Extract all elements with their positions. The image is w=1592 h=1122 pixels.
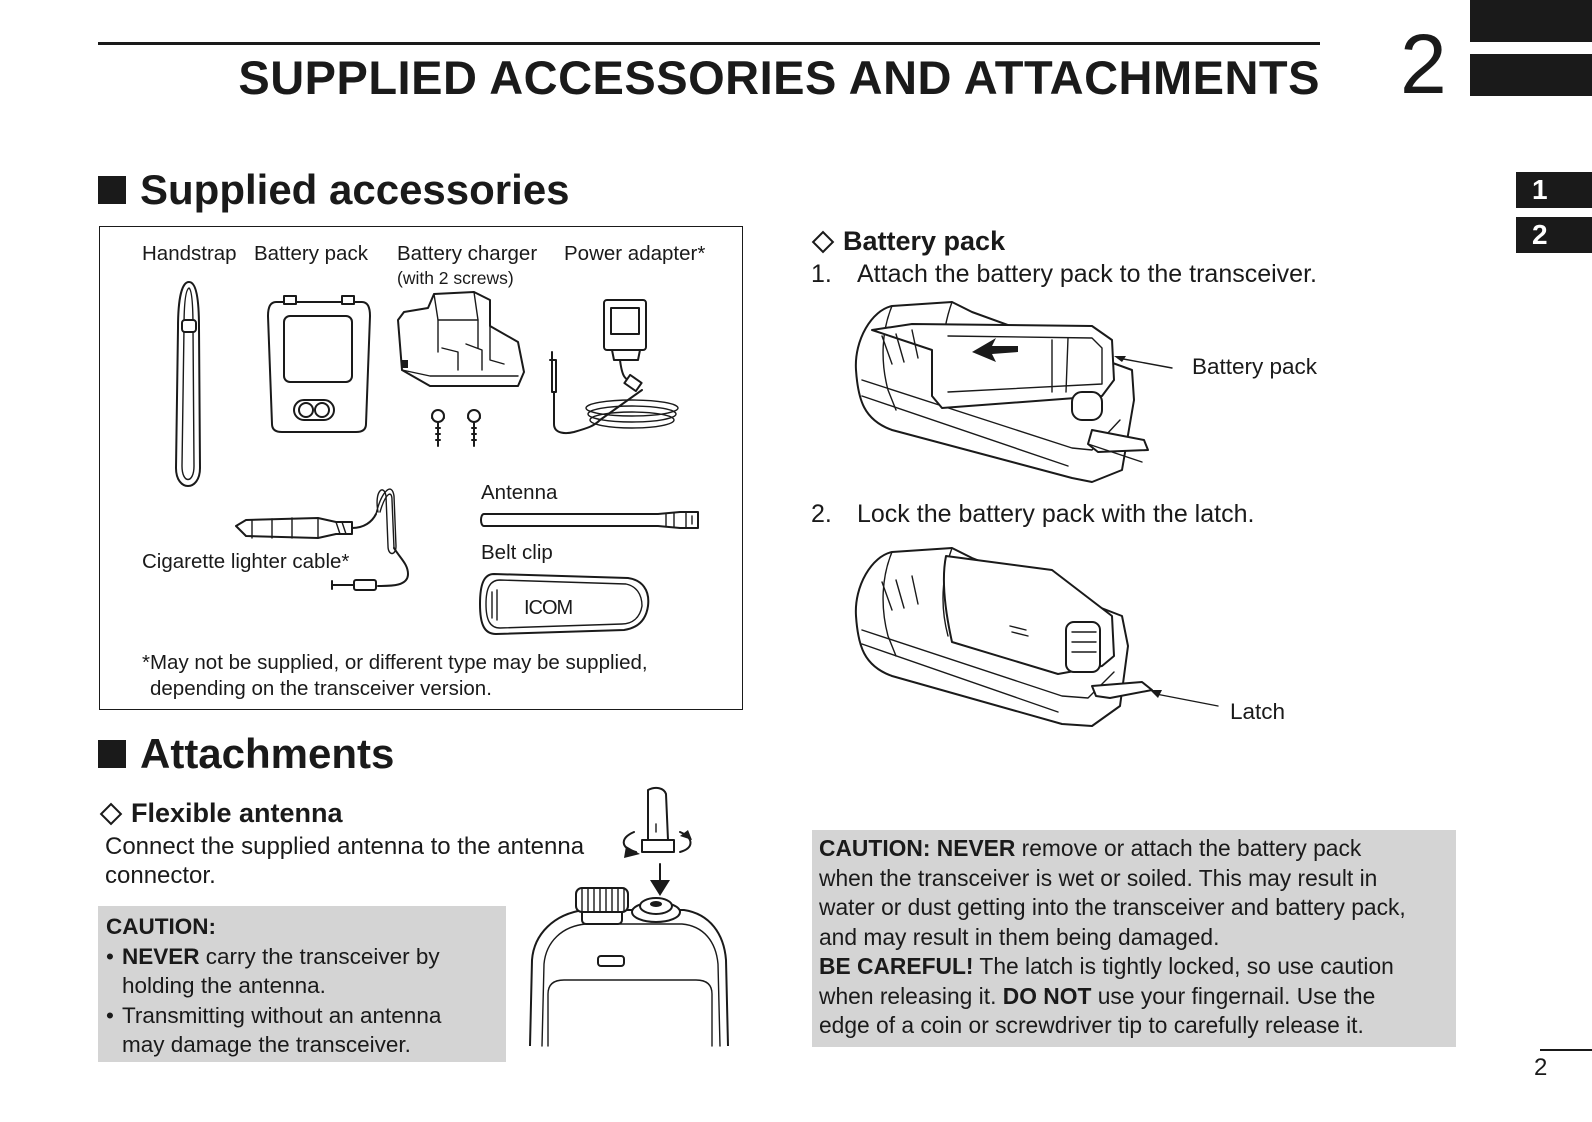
antenna-illustration xyxy=(480,508,710,532)
flexible-antenna-text-1: Connect the supplied antenna to the antenna xyxy=(105,833,585,860)
caution-bullet-continued: may damage the transceiver. xyxy=(122,1032,411,1057)
caution-bullet: • NEVER carry the transceiver by xyxy=(106,942,498,972)
caution-box-battery: CAUTION: NEVER remove or attach the battery pack when the transceiver is wet or soiled. This may result in water or dust getting into the transceiver and battery pack, and may result in them being damaged. BE CAREFUL! The latch is tightly locked, so use caution when releasing it. DO NOT use your fingernail. Use the edge of a coin or screwdriver tip to carefully release it. xyxy=(812,830,1456,1047)
label-belt-clip: Belt clip xyxy=(481,541,553,564)
square-bullet-icon xyxy=(98,176,126,204)
chapter-title: SUPPLIED ACCESSORIES AND ATTACHMENTS xyxy=(238,51,1320,104)
label-handstrap: Handstrap xyxy=(142,242,237,265)
section-heading-attachments: Attachments xyxy=(98,730,394,778)
label-battery-pack: Battery pack xyxy=(254,242,368,265)
square-bullet-icon xyxy=(98,740,126,768)
diamond-bullet-icon xyxy=(812,230,835,253)
chapter-number: 2 xyxy=(1400,17,1447,111)
subheading-battery-pack: Battery pack xyxy=(810,226,1005,257)
label-battery-charger-note: (with 2 screws) xyxy=(397,268,514,288)
flexible-antenna-text-2: connector. xyxy=(105,862,216,889)
bullet-dot-icon: • xyxy=(106,943,114,969)
side-tab-2[interactable]: 2 xyxy=(1516,217,1592,253)
chapter-tab-bar xyxy=(1470,54,1592,96)
belt-clip-logo: ICOM xyxy=(524,597,573,619)
battery-pack-illustration xyxy=(264,296,374,436)
diamond-bullet-icon xyxy=(100,802,123,825)
bullet-dot-icon: • xyxy=(106,1002,114,1028)
battery-attach-illustration xyxy=(852,300,1182,486)
antenna-attachment-illustration xyxy=(524,784,744,1046)
callout-battery-pack: Battery pack xyxy=(1192,354,1318,379)
battery-charger-illustration xyxy=(394,290,530,450)
battery-step-2: 2. Lock the battery pack with the latch. xyxy=(811,500,1255,528)
battery-step-1: 1. Attach the battery pack to the transceiver. xyxy=(811,260,1317,288)
page-number: 2 xyxy=(1534,1054,1548,1081)
section-heading-supplied-accessories: Supplied accessories xyxy=(98,166,570,214)
label-antenna: Antenna xyxy=(481,481,558,504)
belt-clip-illustration xyxy=(478,568,654,638)
power-adapter-illustration xyxy=(548,296,678,446)
caution-title: CAUTION: xyxy=(106,914,216,939)
caution-box-antenna xyxy=(98,906,506,1062)
side-tab-1[interactable]: 1 xyxy=(1516,172,1592,208)
callout-latch: Latch xyxy=(1230,699,1286,724)
battery-latch-illustration xyxy=(852,546,1232,736)
label-power-adapter: Power adapter* xyxy=(564,242,706,265)
chapter-tab-bar xyxy=(1470,0,1592,42)
subheading-flexible-antenna: Flexible antenna xyxy=(98,798,343,829)
caution-bullet-continued: holding the antenna. xyxy=(122,973,326,998)
header-rule xyxy=(98,42,1320,45)
label-cigarette-lighter-cable: Cigarette lighter cable* xyxy=(142,550,350,573)
footnote-line-1: *May not be supplied, or different type may be supplied, xyxy=(142,651,648,674)
handstrap-illustration xyxy=(170,278,210,503)
cigarette-lighter-cable-illustration xyxy=(232,486,422,596)
caution-bullet: • Transmitting without an antenna xyxy=(106,1001,498,1031)
footer-rule xyxy=(1540,1049,1592,1051)
label-battery-charger: Battery charger xyxy=(397,242,538,265)
footnote-line-2: depending on the transceiver version. xyxy=(150,677,492,700)
